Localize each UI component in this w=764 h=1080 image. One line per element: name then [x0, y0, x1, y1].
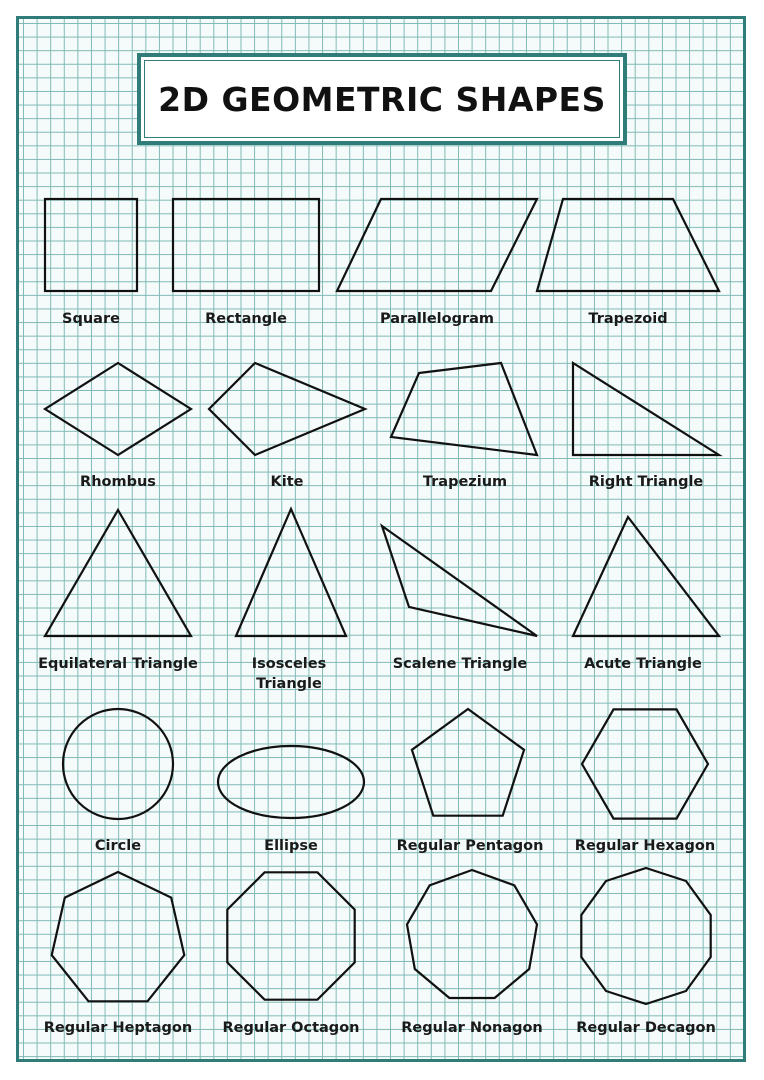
- label-regular-decagon: Regular Decagon: [576, 1020, 716, 1036]
- regular-pentagon-shape: [412, 709, 524, 816]
- label-equilateral-triangle: Equilateral Triangle: [38, 656, 198, 672]
- regular-hexagon-shape: [582, 709, 708, 818]
- label-regular-octagon: Regular Octagon: [222, 1020, 360, 1036]
- label-rhombus: Rhombus: [80, 474, 156, 490]
- rectangle-shape: [173, 199, 319, 291]
- label-trapezium: Trapezium: [422, 474, 508, 490]
- regular-nonagon-shape: [407, 870, 537, 998]
- parallelogram-shape: [337, 199, 537, 291]
- trapezium-shape: [391, 363, 537, 455]
- label-rectangle: Rectangle: [205, 311, 287, 327]
- isosceles-triangle-shape: [236, 509, 346, 636]
- ellipse-shape: [218, 746, 364, 818]
- kite-shape: [209, 363, 365, 455]
- equilateral-triangle-shape: [45, 510, 191, 636]
- label-parallelogram: Parallelogram: [379, 311, 495, 327]
- regular-octagon-shape: [227, 872, 354, 999]
- label-square: Square: [62, 311, 120, 327]
- label-isosceles-triangle: Isosceles Triangle: [251, 656, 327, 692]
- label-regular-hexagon: Regular Hexagon: [574, 838, 716, 854]
- label-trapezoid: Trapezoid: [588, 311, 668, 327]
- label-acute-triangle: Acute Triangle: [584, 656, 702, 672]
- regular-decagon-shape: [581, 868, 710, 1004]
- label-regular-heptagon: Regular Heptagon: [43, 1020, 193, 1036]
- page-title: 2D GEOMETRIC SHAPES: [158, 79, 606, 119]
- regular-polygon-row5: [52, 868, 711, 1004]
- label-right-triangle: Right Triangle: [588, 474, 704, 490]
- right-triangle-shape: [573, 363, 719, 455]
- label-ellipse: Ellipse: [264, 838, 318, 854]
- label-kite: Kite: [270, 474, 304, 490]
- label-circle: Circle: [94, 838, 142, 854]
- regular-heptagon-shape: [52, 872, 185, 1001]
- scalene-triangle-shape: [382, 526, 537, 636]
- label-regular-nonagon: Regular Nonagon: [401, 1020, 543, 1036]
- regular-polygon-row4: [412, 709, 708, 819]
- trapezoid-shape: [537, 199, 719, 291]
- label-regular-pentagon: Regular Pentagon: [396, 838, 544, 854]
- square-shape: [45, 199, 137, 291]
- rhombus-shape: [45, 363, 191, 455]
- acute-triangle-shape: [573, 517, 719, 636]
- circle-shape: [63, 709, 173, 819]
- label-scalene-triangle: Scalene Triangle: [392, 656, 528, 672]
